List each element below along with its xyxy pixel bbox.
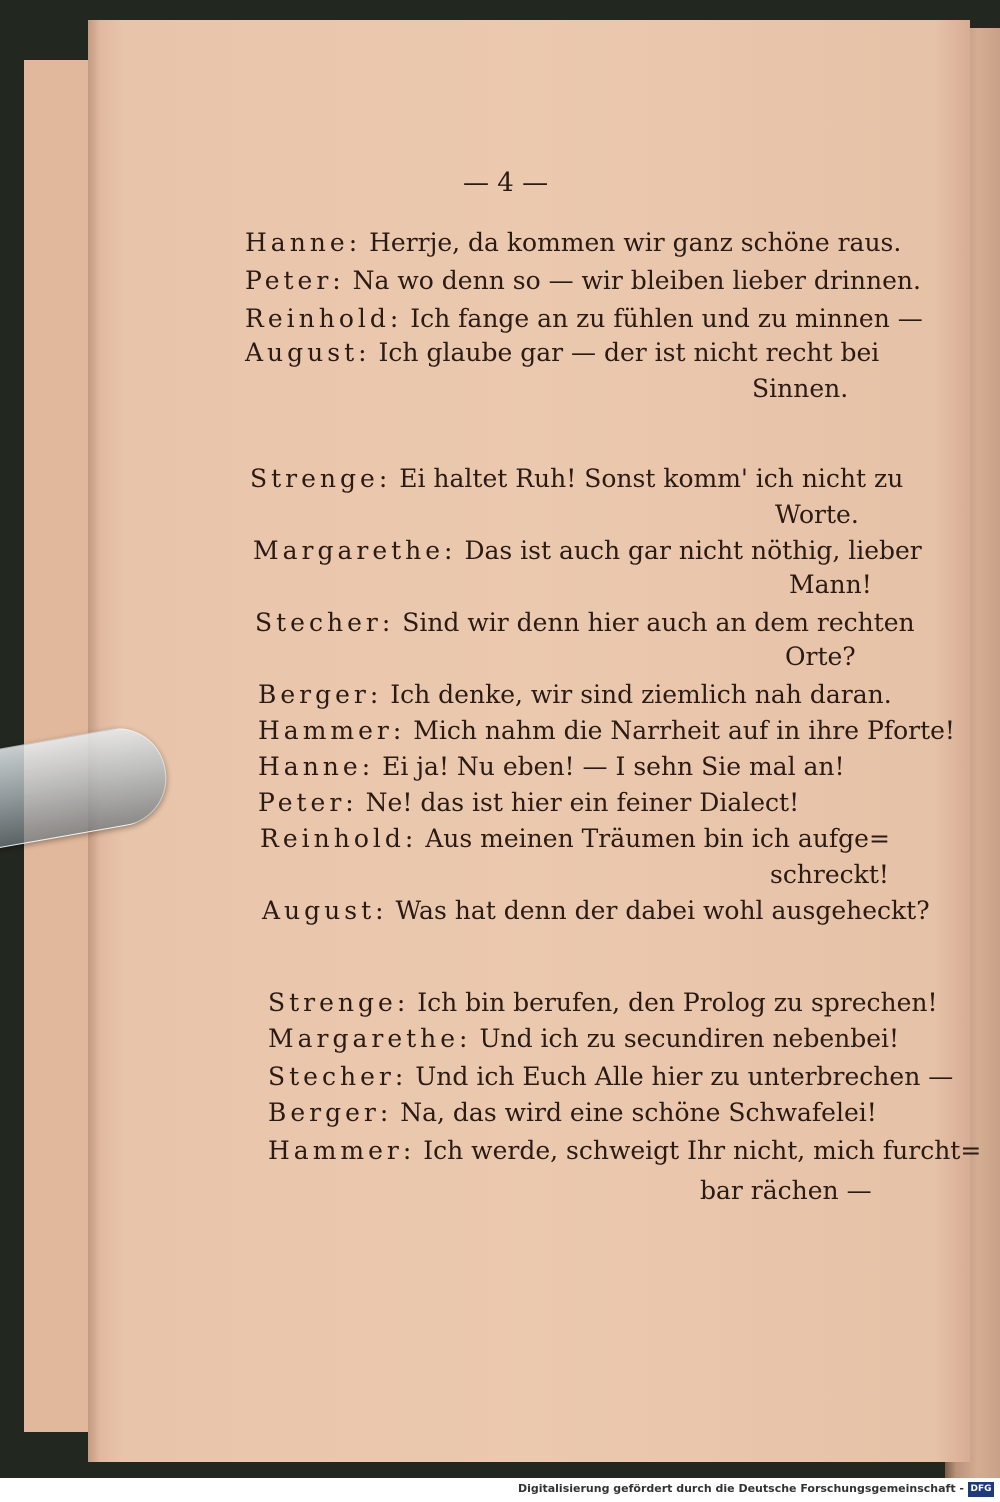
dialogue-line	[258, 752, 845, 781]
dialogue-line	[268, 988, 938, 1017]
dialogue-line	[245, 338, 879, 367]
speaker-name: Margarethe:	[253, 536, 457, 565]
line-text: Ich glaube gar — der ist nicht recht bei	[378, 338, 880, 367]
footer-bar	[0, 1478, 1000, 1502]
dialogue-line	[268, 1098, 877, 1127]
line-text: Ei ja! Nu eben! — I sehn Sie mal an!	[382, 752, 845, 781]
dialogue-line	[245, 304, 923, 333]
dialogue-line	[258, 716, 955, 745]
dialogue-line	[260, 824, 890, 853]
line-text: Ne! das ist hier ein feiner Dialect!	[365, 788, 800, 817]
dfg-logo: DFG	[968, 1482, 994, 1497]
speaker-name: Reinhold:	[260, 824, 418, 853]
dialogue-line	[258, 788, 799, 817]
dialogue-line	[255, 608, 915, 637]
dialogue-line	[268, 1024, 899, 1053]
dialogue-line	[262, 896, 930, 925]
speaker-name: August:	[245, 338, 371, 367]
speaker-name: Reinhold:	[245, 304, 403, 333]
speaker-name: Berger:	[258, 680, 383, 709]
speaker-name: Hanne:	[258, 752, 375, 781]
line-text: Aus meinen Träumen bin ich aufge=	[425, 824, 890, 853]
line-continuation: schreckt!	[770, 860, 889, 889]
line-text: Das ist auch gar nicht nöthig, lieber	[464, 536, 922, 565]
line-continuation: Mann!	[789, 570, 872, 599]
speaker-name: August:	[262, 896, 388, 925]
line-text: Was hat denn der dabei wohl ausgeheckt?	[395, 896, 930, 925]
line-text: Ich fange an zu fühlen und zu minnen —	[410, 304, 923, 333]
line-text: Herrje, da kommen wir ganz schöne raus.	[369, 228, 902, 257]
line-text: Ich bin berufen, den Prolog zu sprechen!	[417, 988, 938, 1017]
line-continuation: Orte?	[785, 642, 856, 671]
line-text: Und ich Euch Alle hier zu unterbrechen —	[415, 1062, 954, 1091]
line-continuation: Sinnen.	[752, 374, 849, 403]
speaker-name: Berger:	[268, 1098, 393, 1127]
dialogue-line	[245, 228, 901, 257]
line-continuation: Worte.	[775, 500, 859, 529]
speaker-name: Strenge:	[268, 988, 410, 1017]
speaker-name: Stecher:	[268, 1062, 408, 1091]
dialogue-line	[253, 536, 922, 565]
line-text: Und ich zu secundiren nebenbei!	[479, 1024, 900, 1053]
dialogue-line	[268, 1136, 981, 1165]
line-text: Ich werde, schweigt Ihr nicht, mich furcht=	[423, 1136, 982, 1165]
speaker-name: Hanne:	[245, 228, 362, 257]
line-text: Ei haltet Ruh! Sonst komm' ich nicht zu	[399, 464, 904, 493]
dialogue-line	[250, 464, 903, 493]
dialogue-line	[245, 266, 921, 295]
speaker-name: Peter:	[258, 788, 358, 817]
line-text: Na, das wird eine schöne Schwafelei!	[400, 1098, 877, 1127]
line-text: Ich denke, wir sind ziemlich nah daran.	[390, 680, 892, 709]
speaker-name: Strenge:	[250, 464, 392, 493]
dialogue-line	[268, 1062, 953, 1091]
footer-credit: Digitalisierung gefördert durch die Deutsche Forschungsgemeinschaft -	[517, 1482, 964, 1495]
dialogue-line	[258, 680, 892, 709]
speaker-name: Hammer:	[268, 1136, 416, 1165]
line-continuation: bar rächen —	[700, 1176, 872, 1205]
line-text: Na wo denn so — wir bleiben lieber drinnen.	[352, 266, 921, 295]
speaker-name: Stecher:	[255, 608, 395, 637]
speaker-name: Hammer:	[258, 716, 406, 745]
line-text: Sind wir denn hier auch an dem rechten	[402, 608, 915, 637]
page-number: — 4 —	[463, 168, 549, 198]
speaker-name: Peter:	[245, 266, 345, 295]
line-text: Mich nahm die Narrheit auf in ihre Pforte!	[413, 716, 955, 745]
speaker-name: Margarethe:	[268, 1024, 472, 1053]
